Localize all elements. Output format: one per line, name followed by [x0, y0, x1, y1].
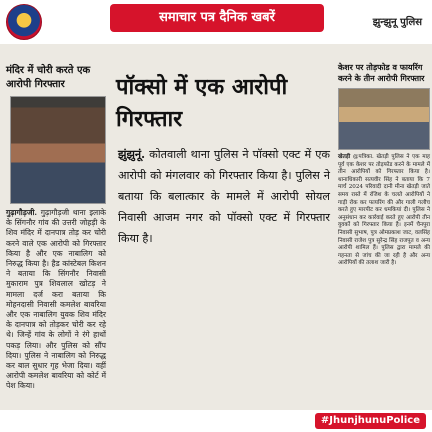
main-story-dateline: झुंझुनूं. — [118, 147, 146, 161]
left-story-dateline: गुढ़ागौड़जी. — [6, 208, 38, 217]
main-story-body — [118, 144, 330, 249]
accused-photo — [10, 96, 106, 204]
right-story — [334, 62, 432, 410]
right-story-dateline: खेतड़ी — [338, 154, 351, 160]
main-story — [116, 64, 330, 410]
masthead-title: समाचार पत्र दैनिक खबरें — [110, 4, 324, 32]
police-emblem-icon — [6, 4, 42, 40]
main-story-text: कोतवाली थाना पुलिस ने पॉक्सो एक्ट में एक आरोपी को मंगलवार को गिरफ्तार किया है। पुलिस ने बताया कि बलात्कार के मामले में आरोपी सोयल निवासी आजम नगर को पॉक्सो एक्ट में गिरफ्तार किया है। — [118, 148, 330, 245]
right-story-body — [338, 154, 430, 268]
footer-bar — [0, 410, 432, 432]
left-story-headline: मंदिर में चोरी करते एक आरोपी गिरफ्तार — [6, 65, 91, 90]
right-story-text: @पत्रिका. खेतड़ी पुलिस ने एक माह पूर्व एक केशर पर तोड़फोड करने के मामले में तीन आरोपियों को गिरफ्तार किया है। थानाधिकारी सत्यवीर सिंह ने बताया कि 7 मार्च 2024 परिवादी दानी मीना खेतड़ी जाते समय रास्ते में रंजिश के चलते आरोपियों ने गाड़ी रोक कर फायरिंग की और गाली गलौच करते हुए मारपीट कर धमकियां दी। पुलिस ने अनुसंधान कर कार्रवाई करते हुए आरोपी तीन युवकों को गिरफ्तार किया है। इनमें चैनपुरा निवासी सुभाष, पुत्र ओमप्रकाश जाट, वलसिंह निवासी राजेश पुत्र सुरेन्द्र सिंह राजपूत व अन्य आरोपी शामिल हैं। पुलिस द्वारा मामले की गहनता से जांच की जा रही है और अन्य आरोपियों की तलाश जारी है। — [338, 154, 430, 267]
header-bar — [0, 0, 432, 44]
newspaper-clipping — [0, 44, 432, 410]
left-story — [0, 64, 110, 410]
hashtag-label: #JhunjhunuPolice — [315, 413, 426, 429]
left-story-body — [6, 208, 106, 392]
right-story-headline: केशर पर तोड़फोड व फायरिंग करने के तीन आरोपी गिरफ्तार — [338, 62, 425, 83]
main-story-headline: पॉक्सो में एक आरोपी गिरफ्तार — [116, 75, 288, 132]
arrested-group-photo — [338, 88, 430, 150]
district-label: झुन्झुनू पुलिस — [372, 17, 422, 28]
left-story-text: गुढ़ागौड़जी थाना इलाके के सिंगनौर गांव की उत्तरी जोहड़ी के शिव मंदिर में दानपात्र तोड़ कर चोरी करने वाले एक आरोपी को गिरफ्तार किया है और एक नाबालिग को निरुद्ध किया है। हैड कांस्टेबल किशन ने बताया कि सिंगनौर निवासी मुकाराम पुत्र शिवलाल खोटड़ ने मामला दर्ज करा बताया कि मोहनदासी निवासी कमलेश बावरिया और एक नाबालिग युवक शिव मंदिर के दानपात्र को तोड़कर चोरी कर रहे थे। जिन्हें गांव के लोगों ने रंगे हाथों पकड़ लिया। और पुलिस को सौंप दिया। पुलिस ने नाबालिग को निरुद्ध कर बाल सुधार गृह भेजा दिया। वहीं आरोपी कमलेश बावरिया को कोर्ट में पेश किया। — [6, 208, 106, 391]
